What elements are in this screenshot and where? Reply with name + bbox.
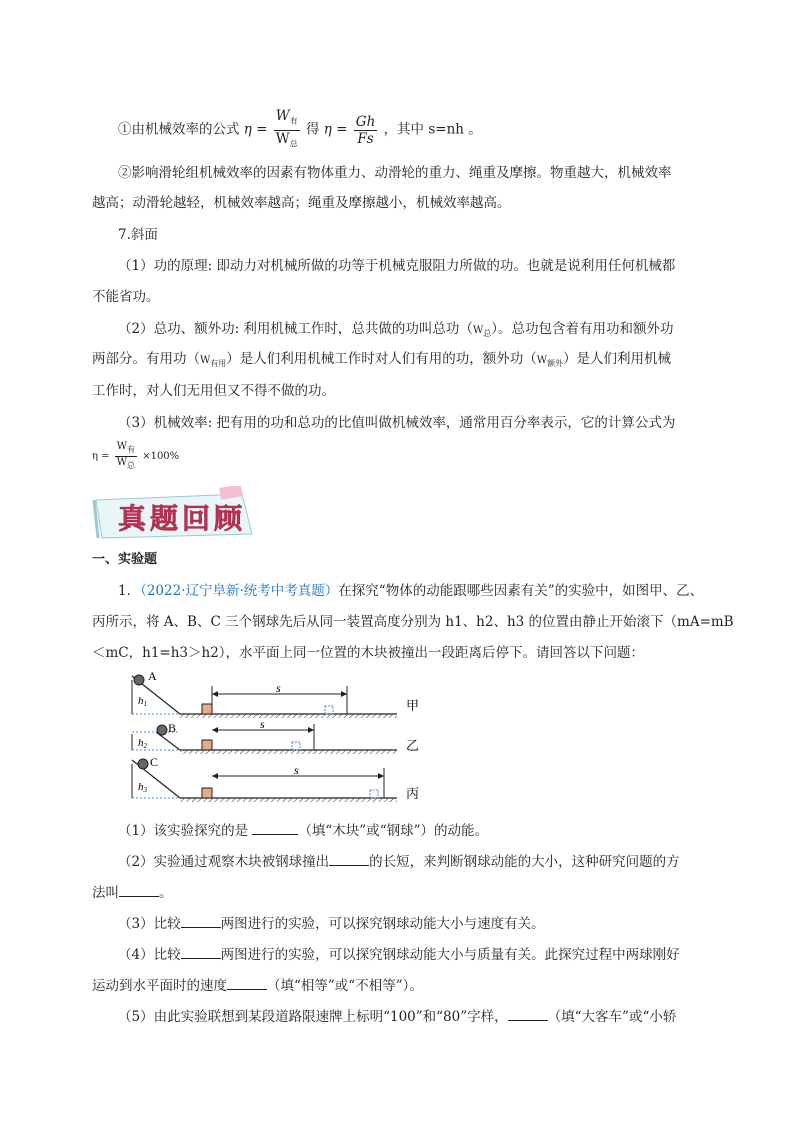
figure-tag-bing: 丙 <box>406 787 420 802</box>
h2-letter: h <box>138 737 144 749</box>
experiment-figure <box>122 668 442 808</box>
percent-den <box>115 457 137 472</box>
useful-work-text-a: 两部分。有用功（ <box>92 351 200 367</box>
sq1-text-a: （1）该实验探究的是 <box>118 823 253 839</box>
fraction-denominator <box>274 131 300 153</box>
question1-line1 <box>118 581 703 601</box>
w-extra-symbol <box>537 355 563 366</box>
equals-sign: = <box>251 121 272 138</box>
distance-label-bing: s <box>294 763 299 777</box>
ball-label-c: C <box>150 755 159 769</box>
useful-work-text-c: ）是人们利用机械 <box>563 351 672 367</box>
figure-tag-jia: 甲 <box>406 699 420 714</box>
h1-letter: h <box>138 695 144 707</box>
figure-tag-yi: 乙 <box>406 739 420 754</box>
question-text-1: 在探究“物体的动能跟哪些因素有关”的实验中，如图甲、乙、 <box>338 583 704 599</box>
numerator-sub: 有 <box>289 116 298 126</box>
w-letter-2: W <box>200 355 211 366</box>
section-title: 一、实验题 <box>92 552 158 567</box>
eta-symbol: η <box>243 121 252 138</box>
denominator-sub: 总 <box>289 139 298 149</box>
sq4-text-b: 两图进行的实验，可以探究钢球动能大小与质量有关。此探究过程中两球刚好 <box>220 947 680 963</box>
height-label-h2 <box>138 737 148 750</box>
answer-blank-6[interactable] <box>227 975 267 990</box>
gh-fs-fraction <box>354 114 377 147</box>
answer-blank-2[interactable] <box>329 851 369 866</box>
answer-blank-1[interactable] <box>252 820 298 835</box>
work-principle-line2: 不能省功。 <box>92 289 160 305</box>
ball-label-b: B <box>168 721 177 735</box>
subquestion-3 <box>118 913 545 934</box>
efficiency-formula-line <box>118 108 482 152</box>
w-letter: W <box>472 325 484 336</box>
efficiency-percent-formula <box>92 440 179 474</box>
percent-den-sub: 总 <box>127 461 136 470</box>
subquestion-4-line2 <box>92 975 423 996</box>
height-label-h3 <box>138 781 148 794</box>
work-principle-line1: （1）功的原理: 即动力对机械所做的功等于机械克服阻力所做的功。也就是说利用任何机械都 <box>118 258 676 274</box>
question-source: （2022·辽宁阜新·统考中考真题） <box>140 583 339 599</box>
answer-blank-3[interactable] <box>119 882 159 897</box>
figure-row-bing <box>132 759 397 802</box>
total-work-line3: 工作时，对人们无用但又不得不做的功。 <box>92 383 335 399</box>
fraction-numerator <box>274 108 300 131</box>
sq2-text-b: 的长短，来判断钢球动能的大小，这种研究问题的方 <box>369 854 680 870</box>
subquestion-4-line1 <box>118 944 680 965</box>
h1-sub: 1 <box>143 700 147 708</box>
w-sub: 总 <box>483 329 492 338</box>
sq2-text-c: 法叫 <box>92 885 119 901</box>
percent-den-w: W <box>116 457 128 468</box>
sq4-text-a: （4）比较 <box>118 947 181 963</box>
percent-num-w: W <box>116 441 128 452</box>
percent-num <box>115 441 137 457</box>
subquestion-2-line2 <box>92 882 173 903</box>
total-work-text-a: （2）总功、额外功: 利用机械工作时，总共做的功叫总功（ <box>118 321 473 337</box>
gh-numerator: Gh <box>355 113 376 130</box>
total-work-text-b: ）。总功包含着有用功和额外功 <box>491 321 674 337</box>
formula-mid-text: 得 <box>305 121 320 138</box>
h3-sub: 3 <box>143 786 147 794</box>
answer-blank-5[interactable] <box>181 944 221 959</box>
ball-label-a: A <box>148 669 157 683</box>
total-work-line2 <box>92 349 671 374</box>
w-sub-2: 有用 <box>210 359 227 368</box>
numerator-w: W <box>275 108 290 124</box>
subquestion-1 <box>118 820 488 841</box>
subquestion-5 <box>118 1006 676 1027</box>
formula-prefix: ①由机械效率的公式 <box>118 121 240 138</box>
review-banner-title: 真题回顾 <box>118 502 247 535</box>
subquestion-2-line1 <box>118 851 680 872</box>
sq2-text-d: 。 <box>159 885 173 901</box>
answer-blank-4[interactable] <box>181 913 221 928</box>
question1-line2: 丙所示，将 A、B、C 三个钢球先后从同一装置高度分别为 h1、h2、h3 的位置由静止开始滚下（mA=mB <box>92 614 734 630</box>
w-sub-3: 额外 <box>547 359 564 368</box>
percent-tail: ×100% <box>142 451 180 462</box>
sq4-text-d: （填“相等”或“不相等”）。 <box>267 978 423 994</box>
sq4-text-c: 运动到水平面时的速度 <box>92 978 227 994</box>
eta-percent: η = <box>92 451 113 462</box>
h2-sub: 2 <box>143 742 147 750</box>
sq3-text-a: （3）比较 <box>118 916 181 932</box>
denominator-w: W <box>275 130 290 147</box>
percent-fraction <box>115 441 137 472</box>
h3-letter: h <box>138 781 144 793</box>
w-total-symbol <box>473 325 491 336</box>
question1-line3: ＜mC，h1=h3＞h2），水平面上同一位置的木块被撞出一段距离后停下。请回答以下问题： <box>92 645 645 661</box>
equals-sign-2: = <box>331 121 352 138</box>
eta-symbol-2: η <box>323 121 332 138</box>
question-number: 1． <box>118 583 141 599</box>
sq1-text-b: （填“木块”或“钢球”）的动能。 <box>298 823 488 839</box>
efficiency-def-line1: （3）机械效率: 把有用的功和总功的比值叫做机械效率，通常用百分率表示，它的计算公式为 <box>118 415 676 431</box>
distance-label-yi: s <box>260 717 265 731</box>
efficiency-fraction <box>274 108 300 152</box>
w-useful-symbol <box>200 355 226 366</box>
formula-suffix: ，其中 s=nh 。 <box>383 121 482 138</box>
total-work-line1 <box>118 319 673 344</box>
fs-denominator: Fs <box>357 130 374 147</box>
w-letter-3: W <box>536 355 548 366</box>
sq5-text-b: （填“大客车”或“小轿 <box>547 1009 677 1025</box>
height-label-h1 <box>138 695 147 708</box>
percent-num-sub: 有 <box>127 445 136 454</box>
figure-row-jia <box>132 675 397 718</box>
heading-incline: 7.斜面 <box>118 227 158 243</box>
answer-blank-7[interactable] <box>508 1006 548 1021</box>
sq3-text-b: 两图进行的实验，可以探究钢球动能大小与速度有关。 <box>220 916 545 932</box>
sq5-text-a: （5）由此实验联想到某段道路限速牌上标明“100”和“80”字样， <box>118 1009 508 1025</box>
useful-work-text-b: ）是人们利用机械工作时对人们有用的功，额外功（ <box>226 351 537 367</box>
paragraph-factors-line1: ②影响滑轮组机械效率的因素有物体重力、动滑轮的重力、绳重及摩擦。物重越大，机械效率 <box>118 165 672 181</box>
paragraph-factors-line2: 越高；动滑轮越轻，机械效率越高；绳重及摩擦越小，机械效率越高。 <box>92 195 511 211</box>
distance-label-jia: s <box>276 681 281 695</box>
sq2-text-a: （2）实验通过观察木块被钢球撞出 <box>118 854 330 870</box>
